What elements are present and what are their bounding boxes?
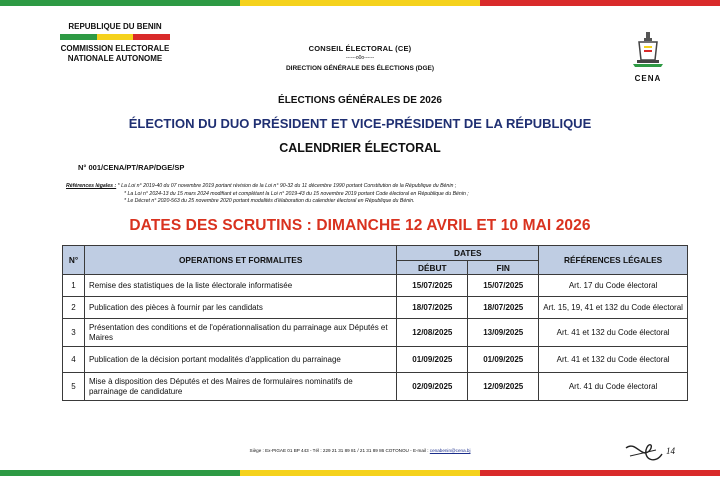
row-fin: 12/09/2025	[468, 373, 539, 401]
legal-ref-3: * Le Décret n° 2020-563 du 25 novembre 2020 portant modalités d'élaboration du calendrier électoral en République du Bénin.	[124, 198, 415, 205]
legal-ref-label: Références légales :	[66, 183, 117, 189]
footer-address: Siège : Ex-PIGAE 01 BP 443 - Tél : 229 21 31 89 81 / 21 31 89 86 COTONOU - E-mail :	[249, 448, 429, 453]
row-debut: 12/08/2025	[397, 319, 468, 347]
header-num: N°	[63, 246, 85, 275]
row-fin: 01/09/2025	[468, 347, 539, 373]
row-operation: Mise à disposition des Députés et des Maires de formulaires nominatifs de parrainage de candidature	[84, 373, 396, 401]
row-operation: Publication de la décision portant modalités d'application du parrainage	[84, 347, 396, 373]
elections-title: ÉLECTIONS GÉNÉRALES DE 2026	[278, 95, 442, 106]
row-fin: 15/07/2025	[468, 275, 539, 297]
top-flag-strip	[0, 0, 720, 6]
flag-red	[480, 470, 720, 476]
row-num: 3	[63, 319, 85, 347]
row-reference: Art. 41 du Code électoral	[539, 373, 688, 401]
flag-yellow	[240, 0, 480, 6]
header-fin: FIN	[468, 261, 539, 275]
footer-email[interactable]: cenabenin@cena.bj	[429, 448, 471, 453]
flag-red	[480, 0, 720, 6]
header-separator: ------o0o------	[345, 55, 375, 61]
row-debut: 18/07/2025	[397, 297, 468, 319]
row-operation: Présentation des conditions et de l'opérationnalisation du parrainage aux Députés et Maires	[84, 319, 396, 347]
header-center	[250, 44, 470, 72]
calendar-table	[62, 245, 688, 401]
row-num: 1	[63, 275, 85, 297]
row-debut: 01/09/2025	[397, 347, 468, 373]
row-operation: Publication des pièces à fournir par les candidats	[84, 297, 396, 319]
header-operations: OPERATIONS ET FORMALITES	[84, 246, 396, 275]
commission-line2: NATIONALE AUTONOME	[67, 54, 163, 63]
table-row	[63, 275, 688, 297]
cena-logo	[618, 30, 678, 83]
country-name: REPUBLIQUE DU BENIN	[68, 22, 162, 31]
bottom-flag-strip	[0, 470, 720, 476]
benin-flag-icon	[60, 34, 170, 40]
election-type-title: ÉLECTION DU DUO PRÉSIDENT ET VICE-PRÉSIDENT DE LA RÉPUBLIQUE	[128, 116, 592, 131]
row-reference: Art. 17 du Code électoral	[539, 275, 688, 297]
commission-line1: COMMISSION ELECTORALE	[60, 44, 170, 53]
reference-number: N° 001/CENA/PT/RAP/DGE/SP	[78, 163, 185, 172]
row-fin: 18/07/2025	[468, 297, 539, 319]
legal-references	[66, 183, 676, 206]
scrutin-dates-heading: DATES DES SCRUTINS : DIMANCHE 12 AVRIL ET 10 MAI 2026	[129, 217, 591, 234]
row-debut: 02/09/2025	[397, 373, 468, 401]
footer	[0, 448, 720, 453]
header-references: RÉFÉRENCES LÉGALES	[539, 246, 688, 275]
row-fin: 13/09/2025	[468, 319, 539, 347]
legal-ref-text: * La Loi n° 2019-40 du 07 novembre 2019 portant révision de la Loi n° 90-32 du 11 décembre 1990 portant Constitution de la République du Bénin ;	[117, 183, 457, 189]
row-num: 5	[63, 373, 85, 401]
header-debut: DÉBUT	[397, 261, 468, 275]
row-reference: Art. 41 et 132 du Code électoral	[539, 319, 688, 347]
row-reference: Art. 41 et 132 du Code électoral	[539, 347, 688, 373]
table-row	[63, 297, 688, 319]
flag-green	[0, 0, 240, 6]
direction-name: DIRECTION GÉNÉRALE DES ÉLECTIONS (DGE)	[285, 65, 435, 72]
row-num: 4	[63, 347, 85, 373]
page-number: 14	[666, 446, 675, 456]
row-reference: Art. 15, 19, 41 et 132 du Code électoral	[539, 297, 688, 319]
council-name: CONSEIL ÉLECTORAL (CE)	[308, 44, 412, 53]
header-left	[40, 22, 190, 64]
header-dates: DATES	[397, 246, 539, 261]
flag-green	[0, 470, 240, 476]
legal-ref-1	[66, 183, 676, 191]
flag-yellow	[240, 470, 480, 476]
calendar-title: CALENDRIER ÉLECTORAL	[279, 141, 441, 155]
table-row	[63, 319, 688, 347]
table-row	[63, 347, 688, 373]
row-operation: Remise des statistiques de la liste électorale informatisée	[84, 275, 396, 297]
legal-ref-2: * La Loi n° 2024-13 du 15 mars 2024 modifiant et complétant la Loi n° 2019-43 du 15 novembre 2019 portant Code électoral en République du Bénin ;	[124, 190, 469, 197]
row-debut: 15/07/2025	[397, 275, 468, 297]
signature	[622, 438, 684, 473]
cena-emblem-icon	[631, 30, 665, 68]
row-num: 2	[63, 297, 85, 319]
logo-text: CENA	[634, 74, 662, 83]
table-row	[63, 373, 688, 401]
